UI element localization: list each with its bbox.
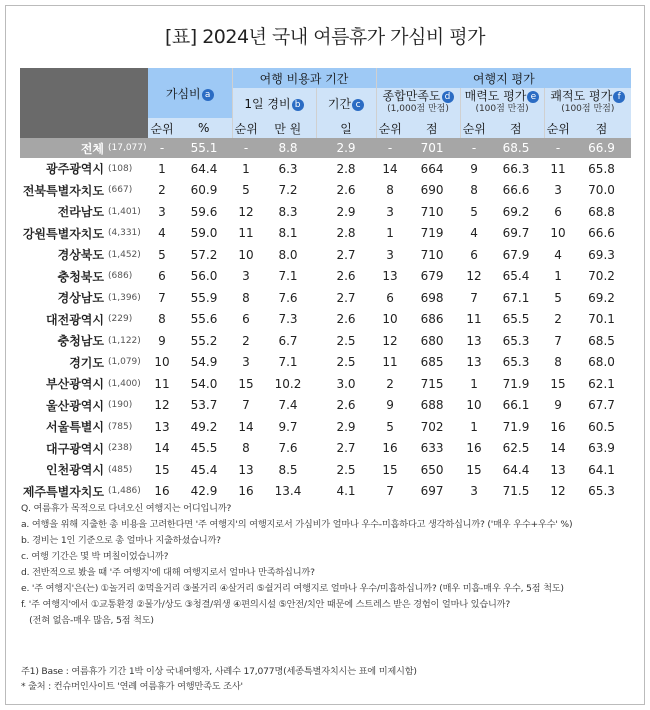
vfm-rank: 13 xyxy=(148,416,176,438)
attract-score: 67.1 xyxy=(488,287,544,309)
attract-score: 65.3 xyxy=(488,352,544,374)
col-day: 일 xyxy=(316,118,376,138)
cost-rank: 13 xyxy=(232,459,260,481)
attract-rank: 10 xyxy=(460,395,488,417)
vfm-rank: 1 xyxy=(148,158,176,180)
comfort-rank: 11 xyxy=(544,158,572,180)
sample-size: (785) xyxy=(108,416,148,438)
comfort-score: 70.0 xyxy=(572,180,631,202)
period-days: 2.6 xyxy=(316,395,376,417)
footer-source: * 출처 : 컨슈머인사이트 '연례 여름휴가 여행만족도 조사' xyxy=(21,681,243,692)
vfm-rank: 14 xyxy=(148,438,176,460)
attract-score: 69.2 xyxy=(488,201,544,223)
sat-score: 715 xyxy=(404,373,460,395)
region-name: 충청북도 xyxy=(20,266,108,288)
attract-rank: 7 xyxy=(460,287,488,309)
vfm-rank: 16 xyxy=(148,481,176,503)
table-row xyxy=(20,481,631,503)
daily-cost: 13.4 xyxy=(260,481,316,503)
table-row xyxy=(20,459,631,481)
period-days: 2.7 xyxy=(316,438,376,460)
note-line: b. 경비는 1인 기준으로 총 얼마나 지출하셨습니까? xyxy=(21,535,221,546)
sat-score: 685 xyxy=(404,352,460,374)
table-row xyxy=(20,223,631,245)
note-line: Q. 여름휴가 목적으로 다녀오신 여행지는 어디입니까? xyxy=(21,503,232,514)
total-period: 2.9 xyxy=(316,138,376,158)
total-n: (17,077) xyxy=(108,138,148,158)
sat-rank: 3 xyxy=(376,244,404,266)
region-name: 경상북도 xyxy=(20,244,108,266)
cost-rank: 12 xyxy=(232,201,260,223)
attract-rank: 11 xyxy=(460,309,488,331)
cost-rank: 7 xyxy=(232,395,260,417)
col-score: 점 xyxy=(404,118,460,138)
comfort-score: 66.6 xyxy=(572,223,631,245)
vfm-pct: 55.6 xyxy=(176,309,232,331)
total-row xyxy=(20,138,631,158)
note-line: d. 전반적으로 봤을 때 '주 여행지'에 대해 여행지로서 얼마나 만족하십니까? xyxy=(21,567,315,578)
comfort-rank: 3 xyxy=(544,180,572,202)
sat-rank: 7 xyxy=(376,481,404,503)
mark-c: c xyxy=(352,99,364,111)
region-name: 강원특별자치도 xyxy=(20,223,108,245)
table-row xyxy=(20,158,631,180)
daily-cost: 9.7 xyxy=(260,416,316,438)
sample-size: (1,486) xyxy=(108,481,148,503)
comfort-score: 68.0 xyxy=(572,352,631,374)
vfm-rank: 3 xyxy=(148,201,176,223)
attract-score: 65.4 xyxy=(488,266,544,288)
daily-cost: 7.3 xyxy=(260,309,316,331)
sat-rank: 1 xyxy=(376,223,404,245)
total-sat-rank: - xyxy=(376,138,404,158)
table-row xyxy=(20,416,631,438)
header-value-for-money xyxy=(148,68,232,118)
total-att-rank: - xyxy=(460,138,488,158)
header-label: 매력도 평가 xyxy=(464,89,527,103)
header-label: 1일 경비 xyxy=(244,96,291,111)
note-line: c. 여행 기간은 몇 박 며칠이었습니까? xyxy=(21,551,169,562)
header-label: 가심비 xyxy=(165,86,201,101)
daily-cost: 7.6 xyxy=(260,287,316,309)
col-pct: % xyxy=(176,118,232,138)
daily-cost: 8.0 xyxy=(260,244,316,266)
vfm-pct: 53.7 xyxy=(176,395,232,417)
sample-size: (190) xyxy=(108,395,148,417)
daily-cost: 6.7 xyxy=(260,330,316,352)
page-title: [표] 2024년 국내 여름휴가 가심비 평가 xyxy=(165,26,485,48)
period-days: 2.8 xyxy=(316,158,376,180)
table-row xyxy=(20,330,631,352)
vfm-rank: 9 xyxy=(148,330,176,352)
vfm-rank: 12 xyxy=(148,395,176,417)
period-days: 3.0 xyxy=(316,373,376,395)
sat-rank: 2 xyxy=(376,373,404,395)
sat-score: 686 xyxy=(404,309,460,331)
cost-rank: 14 xyxy=(232,416,260,438)
header-period xyxy=(316,88,376,118)
attract-rank: 6 xyxy=(460,244,488,266)
vfm-pct: 54.9 xyxy=(176,352,232,374)
table-row xyxy=(20,352,631,374)
sat-score: 688 xyxy=(404,395,460,417)
comfort-rank: 7 xyxy=(544,330,572,352)
table-row xyxy=(20,309,631,331)
cost-rank: 15 xyxy=(232,373,260,395)
daily-cost: 8.5 xyxy=(260,459,316,481)
header-corner-bottom xyxy=(20,118,148,138)
mark-d: d xyxy=(442,91,454,103)
region-name: 서울특별시 xyxy=(20,416,108,438)
vfm-pct: 59.6 xyxy=(176,201,232,223)
daily-cost: 8.1 xyxy=(260,223,316,245)
period-days: 2.6 xyxy=(316,266,376,288)
header-label: 종합만족도 xyxy=(382,89,441,103)
attract-rank: 13 xyxy=(460,330,488,352)
table-row xyxy=(20,201,631,223)
total-name: 전체 xyxy=(20,138,108,158)
sample-size: (238) xyxy=(108,438,148,460)
region-name: 대전광역시 xyxy=(20,309,108,331)
region-name: 전북특별자치도 xyxy=(20,180,108,202)
vfm-pct: 59.0 xyxy=(176,223,232,245)
attract-score: 71.9 xyxy=(488,416,544,438)
daily-cost: 7.4 xyxy=(260,395,316,417)
header-comfort xyxy=(544,88,631,118)
sat-score: 633 xyxy=(404,438,460,460)
header-cost-period: 여행 비용과 기간 xyxy=(232,68,376,88)
comfort-rank: 1 xyxy=(544,266,572,288)
comfort-score: 67.7 xyxy=(572,395,631,417)
col-manwon: 만 원 xyxy=(260,118,316,138)
vfm-pct: 64.4 xyxy=(176,158,232,180)
sat-score: 710 xyxy=(404,201,460,223)
vfm-rank: 15 xyxy=(148,459,176,481)
cost-rank: 10 xyxy=(232,244,260,266)
mark-e: e xyxy=(527,91,539,103)
attract-score: 69.7 xyxy=(488,223,544,245)
attract-rank: 3 xyxy=(460,481,488,503)
sample-size: (1,396) xyxy=(108,287,148,309)
sat-score: 690 xyxy=(404,180,460,202)
comfort-rank: 16 xyxy=(544,416,572,438)
period-days: 2.6 xyxy=(316,309,376,331)
region-name: 인천광역시 xyxy=(20,459,108,481)
footer-base: 주1) Base : 여름휴가 기간 1박 이상 국내여행자, 사례수 17,077명(세종특별자치시는 표에 미제시함) xyxy=(21,666,417,677)
region-name: 광주광역시 xyxy=(20,158,108,180)
sat-rank: 14 xyxy=(376,158,404,180)
sat-rank: 11 xyxy=(376,352,404,374)
daily-cost: 7.6 xyxy=(260,438,316,460)
daily-cost: 6.3 xyxy=(260,158,316,180)
total-com: 66.9 xyxy=(572,138,631,158)
mark-f: f xyxy=(613,91,625,103)
table-row xyxy=(20,438,631,460)
sample-size: (485) xyxy=(108,459,148,481)
comfort-rank: 14 xyxy=(544,438,572,460)
table-row xyxy=(20,244,631,266)
vfm-pct: 56.0 xyxy=(176,266,232,288)
header-daily-cost xyxy=(232,88,316,118)
cost-rank: 11 xyxy=(232,223,260,245)
region-name: 부산광역시 xyxy=(20,373,108,395)
comfort-score: 69.3 xyxy=(572,244,631,266)
region-name: 전라남도 xyxy=(20,201,108,223)
sample-size: (1,452) xyxy=(108,244,148,266)
total-com-rank: - xyxy=(544,138,572,158)
sat-rank: 9 xyxy=(376,395,404,417)
comfort-rank: 4 xyxy=(544,244,572,266)
header-scale: (100점 만점) xyxy=(561,104,615,114)
vfm-rank: 5 xyxy=(148,244,176,266)
sat-score: 680 xyxy=(404,330,460,352)
sat-score: 710 xyxy=(404,244,460,266)
period-days: 2.5 xyxy=(316,330,376,352)
note-line: (전혀 없음-매우 많음, 5점 척도) xyxy=(21,615,154,626)
period-days: 4.1 xyxy=(316,481,376,503)
period-days: 2.7 xyxy=(316,287,376,309)
total-sat: 701 xyxy=(404,138,460,158)
vfm-rank: 8 xyxy=(148,309,176,331)
period-days: 2.5 xyxy=(316,352,376,374)
vfm-pct: 54.0 xyxy=(176,373,232,395)
total-vfm-rank: - xyxy=(148,138,176,158)
cost-rank: 8 xyxy=(232,287,260,309)
attract-score: 67.9 xyxy=(488,244,544,266)
cost-rank: 3 xyxy=(232,352,260,374)
vfm-pct: 45.4 xyxy=(176,459,232,481)
cost-rank: 1 xyxy=(232,158,260,180)
mark-a: a xyxy=(202,89,214,101)
attract-rank: 8 xyxy=(460,180,488,202)
col-rank: 순위 xyxy=(376,118,404,138)
attract-rank: 1 xyxy=(460,373,488,395)
col-rank: 순위 xyxy=(232,118,260,138)
attract-score: 62.5 xyxy=(488,438,544,460)
header-attract xyxy=(460,88,544,118)
sat-score: 697 xyxy=(404,481,460,503)
mark-b: b xyxy=(292,99,304,111)
attract-score: 71.9 xyxy=(488,373,544,395)
comfort-rank: 9 xyxy=(544,395,572,417)
attract-rank: 13 xyxy=(460,352,488,374)
vfm-pct: 45.5 xyxy=(176,438,232,460)
vfm-pct: 60.9 xyxy=(176,180,232,202)
vfm-pct: 55.9 xyxy=(176,287,232,309)
region-name: 대구광역시 xyxy=(20,438,108,460)
comfort-score: 65.8 xyxy=(572,158,631,180)
header-overall-sat xyxy=(376,88,460,118)
col-rank: 순위 xyxy=(148,118,176,138)
attract-rank: 9 xyxy=(460,158,488,180)
period-days: 2.6 xyxy=(316,180,376,202)
vfm-rank: 7 xyxy=(148,287,176,309)
period-days: 2.5 xyxy=(316,459,376,481)
daily-cost: 7.1 xyxy=(260,352,316,374)
sample-size: (667) xyxy=(108,180,148,202)
comfort-score: 65.3 xyxy=(572,481,631,503)
evaluation-table xyxy=(20,68,631,503)
vfm-pct: 49.2 xyxy=(176,416,232,438)
daily-cost: 8.3 xyxy=(260,201,316,223)
cost-rank: 8 xyxy=(232,438,260,460)
sat-rank: 15 xyxy=(376,459,404,481)
col-score: 점 xyxy=(572,118,631,138)
region-rows xyxy=(20,158,631,502)
sat-score: 698 xyxy=(404,287,460,309)
cost-rank: 3 xyxy=(232,266,260,288)
attract-score: 66.1 xyxy=(488,395,544,417)
comfort-rank: 5 xyxy=(544,287,572,309)
header-travel-eval: 여행지 평가 xyxy=(376,68,631,88)
comfort-rank: 13 xyxy=(544,459,572,481)
sat-rank: 10 xyxy=(376,309,404,331)
sat-rank: 8 xyxy=(376,180,404,202)
period-days: 2.9 xyxy=(316,416,376,438)
daily-cost: 7.1 xyxy=(260,266,316,288)
comfort-rank: 2 xyxy=(544,309,572,331)
sample-size: (1,401) xyxy=(108,201,148,223)
footer-notes xyxy=(21,664,631,694)
cost-rank: 16 xyxy=(232,481,260,503)
note-line: a. 여행을 위해 지출한 총 비용을 고려한다면 '주 여행지'의 여행지로서 가심비가 얼마나 우수-미흡하다고 생각하십니까? ('매우 우수+우수' %) xyxy=(21,519,573,530)
attract-rank: 1 xyxy=(460,416,488,438)
vfm-pct: 42.9 xyxy=(176,481,232,503)
sat-score: 679 xyxy=(404,266,460,288)
sat-rank: 3 xyxy=(376,201,404,223)
col-rank: 순위 xyxy=(460,118,488,138)
daily-cost: 7.2 xyxy=(260,180,316,202)
col-rank: 순위 xyxy=(544,118,572,138)
sample-size: (229) xyxy=(108,309,148,331)
vfm-pct: 55.2 xyxy=(176,330,232,352)
sat-score: 702 xyxy=(404,416,460,438)
table-row xyxy=(20,180,631,202)
sat-score: 664 xyxy=(404,158,460,180)
survey-notes xyxy=(21,501,631,629)
header-label: 기간 xyxy=(327,96,352,111)
region-name: 경기도 xyxy=(20,352,108,374)
region-name: 경상남도 xyxy=(20,287,108,309)
comfort-rank: 15 xyxy=(544,373,572,395)
sample-size: (1,122) xyxy=(108,330,148,352)
attract-score: 65.3 xyxy=(488,330,544,352)
note-line: f. '주 여행지'에서 ①교통환경 ②물가/상도 ③청결/위생 ④편의시설 ⑤안전/치안 때문에 스트레스 받은 경험이 얼마나 있습니까? xyxy=(21,599,511,610)
vfm-rank: 11 xyxy=(148,373,176,395)
period-days: 2.9 xyxy=(316,201,376,223)
region-name: 제주특별자치도 xyxy=(20,481,108,503)
sample-size: (108) xyxy=(108,158,148,180)
comfort-score: 63.9 xyxy=(572,438,631,460)
period-days: 2.7 xyxy=(316,244,376,266)
table-row xyxy=(20,287,631,309)
sat-rank: 5 xyxy=(376,416,404,438)
col-score: 점 xyxy=(488,118,544,138)
attract-rank: 16 xyxy=(460,438,488,460)
attract-rank: 12 xyxy=(460,266,488,288)
vfm-rank: 10 xyxy=(148,352,176,374)
table-row xyxy=(20,373,631,395)
comfort-score: 60.5 xyxy=(572,416,631,438)
sample-size: (4,331) xyxy=(108,223,148,245)
cost-rank: 6 xyxy=(232,309,260,331)
sample-size: (1,079) xyxy=(108,352,148,374)
comfort-score: 70.2 xyxy=(572,266,631,288)
vfm-pct: 57.2 xyxy=(176,244,232,266)
sample-size: (686) xyxy=(108,266,148,288)
comfort-rank: 12 xyxy=(544,481,572,503)
header-corner xyxy=(20,68,148,118)
sat-rank: 16 xyxy=(376,438,404,460)
comfort-score: 62.1 xyxy=(572,373,631,395)
sample-size: (1,400) xyxy=(108,373,148,395)
header-scale: (100점 만점) xyxy=(475,104,529,114)
attract-rank: 15 xyxy=(460,459,488,481)
sat-score: 719 xyxy=(404,223,460,245)
attract-rank: 5 xyxy=(460,201,488,223)
sat-rank: 6 xyxy=(376,287,404,309)
sat-score: 650 xyxy=(404,459,460,481)
daily-cost: 10.2 xyxy=(260,373,316,395)
comfort-score: 64.1 xyxy=(572,459,631,481)
sat-rank: 12 xyxy=(376,330,404,352)
attract-score: 71.5 xyxy=(488,481,544,503)
vfm-rank: 2 xyxy=(148,180,176,202)
period-days: 2.8 xyxy=(316,223,376,245)
cost-rank: 5 xyxy=(232,180,260,202)
note-line: e. '주 여행지'은(는) ①놀거리 ②먹을거리 ③볼거리 ④살거리 ⑤쉴거리 여행지로 얼마나 우수/미흡하십니까? (매우 미흡-매우 우수, 5점 척도) xyxy=(21,583,564,594)
region-name: 충청남도 xyxy=(20,330,108,352)
header-label: 쾌적도 평가 xyxy=(550,89,613,103)
comfort-rank: 6 xyxy=(544,201,572,223)
attract-score: 65.5 xyxy=(488,309,544,331)
table-row xyxy=(20,266,631,288)
total-cost-rank: - xyxy=(232,138,260,158)
comfort-rank: 10 xyxy=(544,223,572,245)
header-scale: (1,000점 만점) xyxy=(387,104,449,114)
comfort-score: 68.8 xyxy=(572,201,631,223)
attract-score: 66.3 xyxy=(488,158,544,180)
comfort-score: 70.1 xyxy=(572,309,631,331)
sat-rank: 13 xyxy=(376,266,404,288)
vfm-rank: 6 xyxy=(148,266,176,288)
attract-score: 66.6 xyxy=(488,180,544,202)
attract-rank: 4 xyxy=(460,223,488,245)
comfort-rank: 8 xyxy=(544,352,572,374)
total-cost: 8.8 xyxy=(260,138,316,158)
comfort-score: 69.2 xyxy=(572,287,631,309)
cost-rank: 2 xyxy=(232,330,260,352)
vfm-rank: 4 xyxy=(148,223,176,245)
table-row xyxy=(20,395,631,417)
region-name: 울산광역시 xyxy=(20,395,108,417)
total-vfm: 55.1 xyxy=(176,138,232,158)
comfort-score: 68.5 xyxy=(572,330,631,352)
attract-score: 64.4 xyxy=(488,459,544,481)
total-att: 68.5 xyxy=(488,138,544,158)
